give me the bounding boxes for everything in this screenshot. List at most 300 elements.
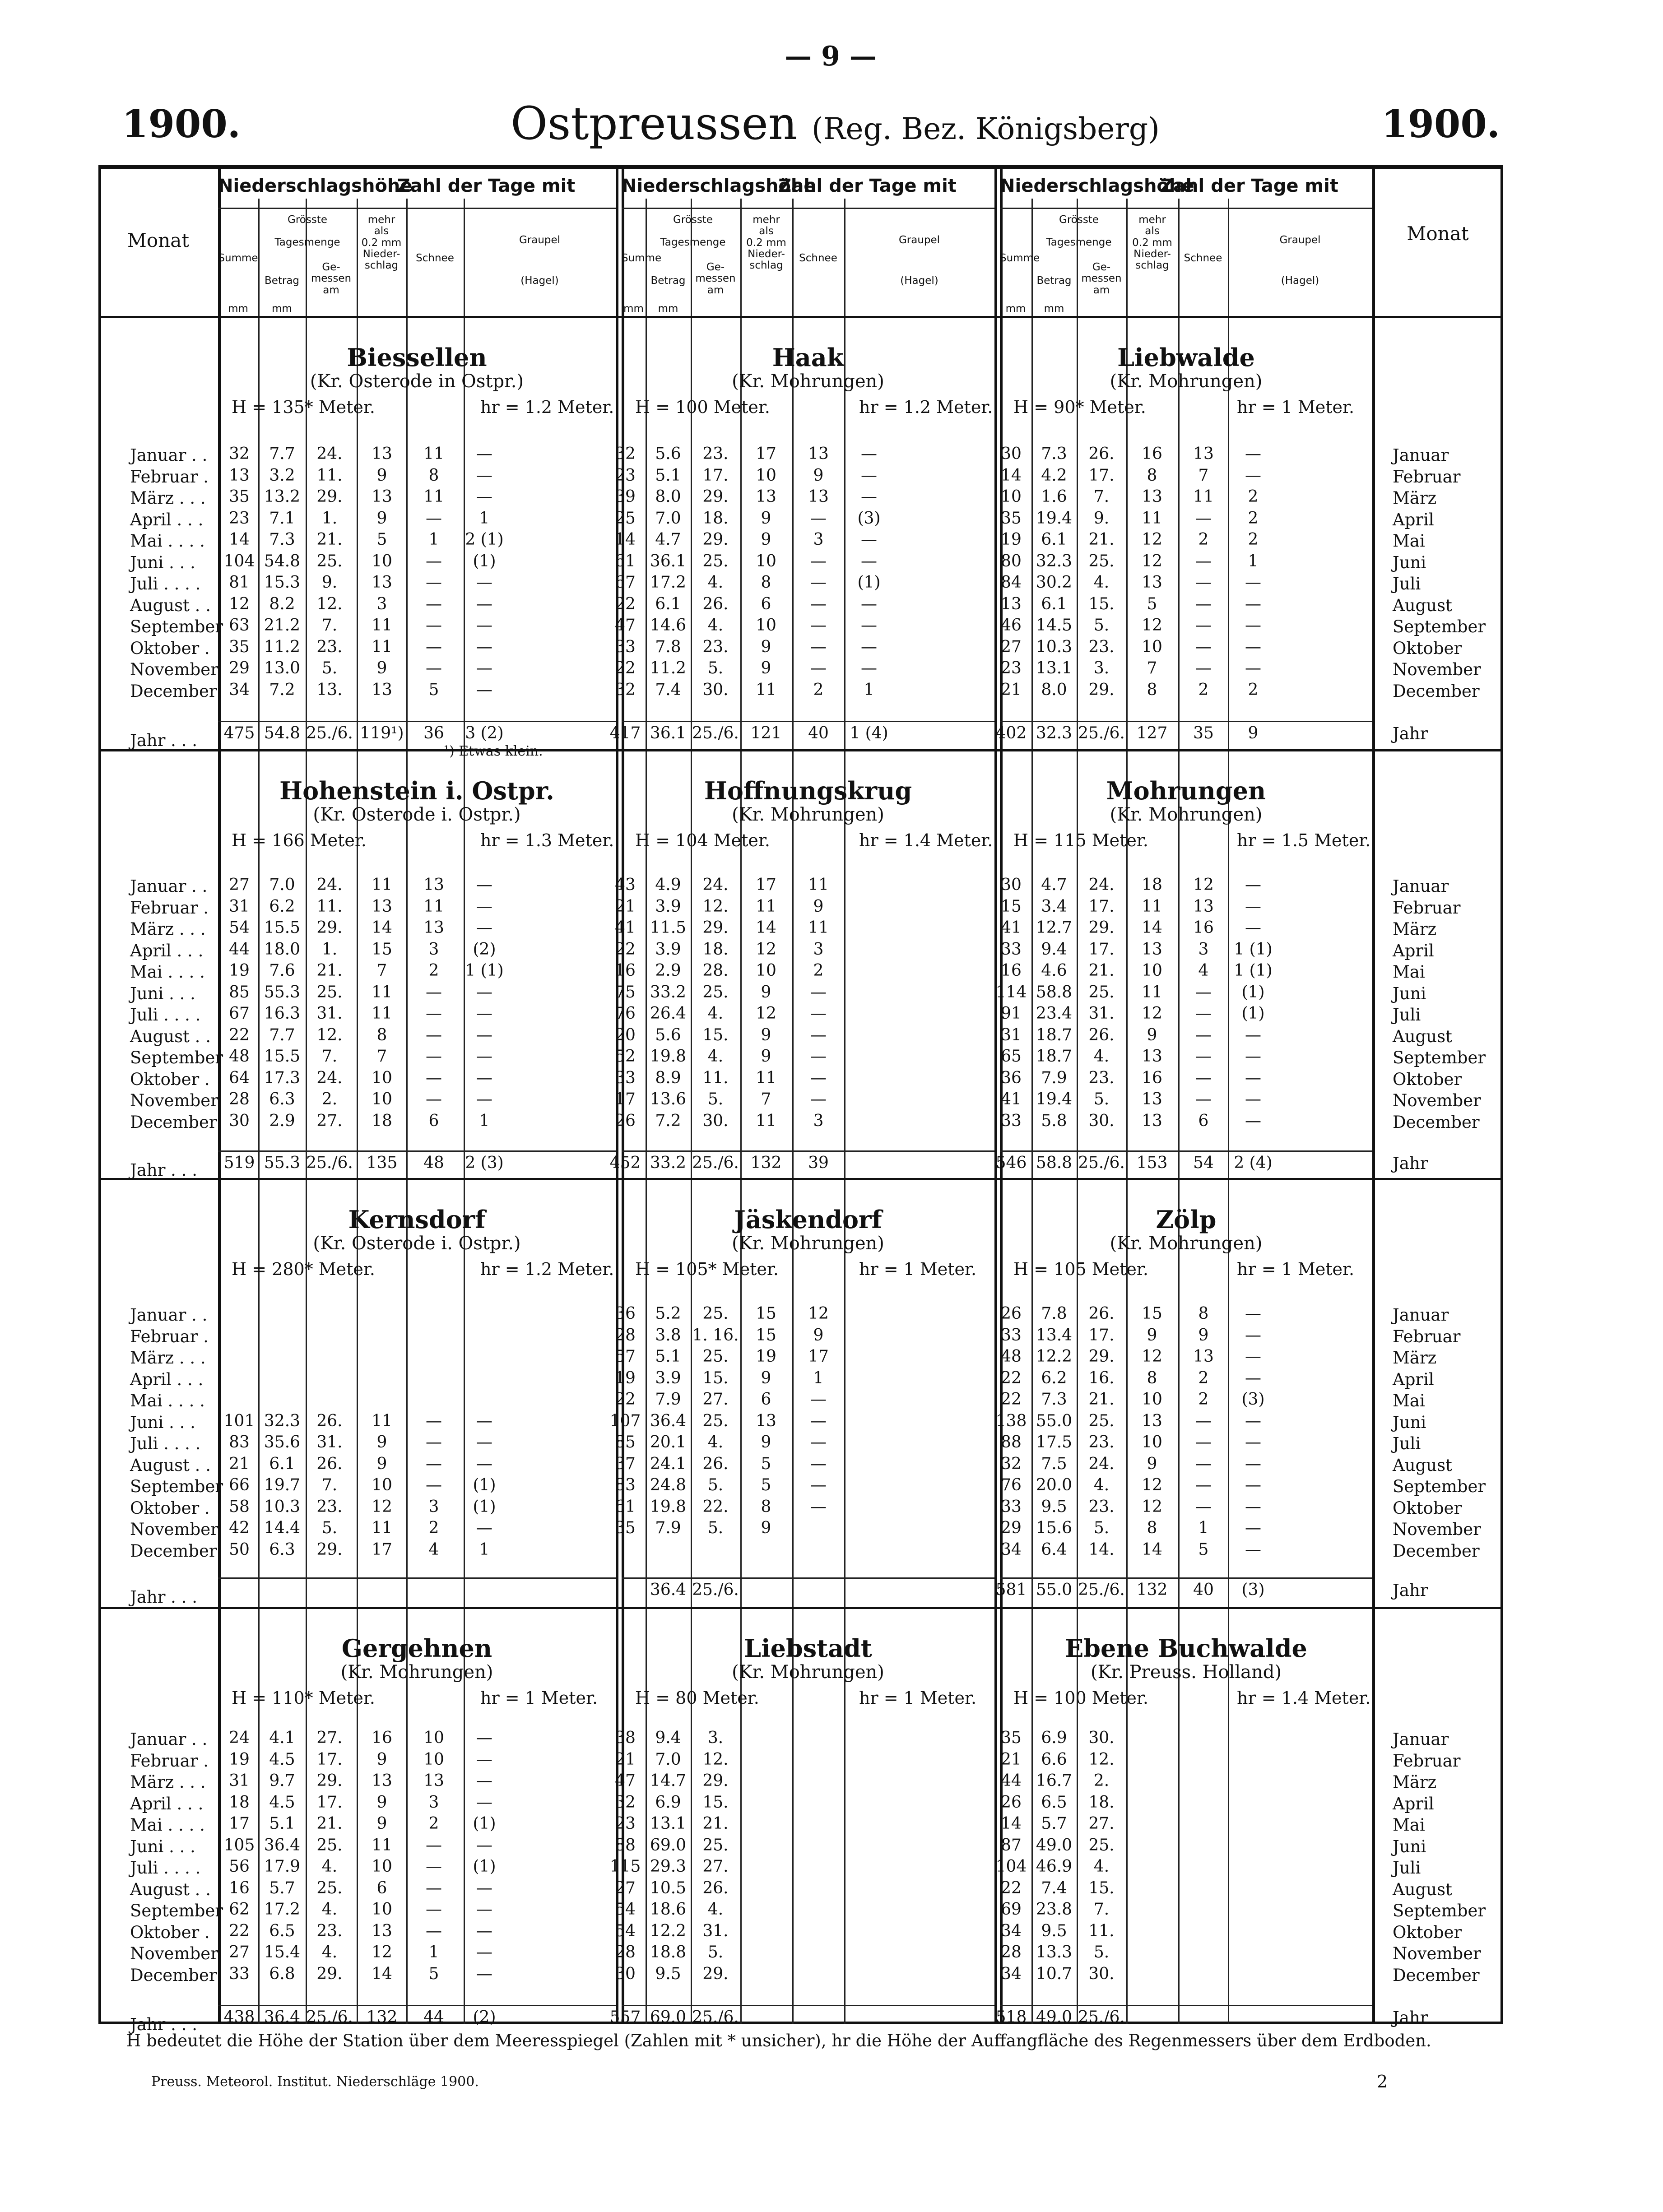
table-cell: —: [810, 1497, 827, 1516]
table-cell: 87: [1001, 1836, 1022, 1855]
table-cell: 2: [428, 961, 439, 980]
table-cell: 11.2: [264, 637, 301, 656]
table-cell: 23: [229, 509, 250, 528]
table-cell: 25.: [316, 552, 343, 570]
table-cell: 28: [1001, 1943, 1022, 1962]
table-cell: 16: [1193, 918, 1214, 937]
table-cell: 22: [615, 1390, 636, 1409]
station-hr: hr = 1 Meter.: [1237, 397, 1355, 417]
table-cell: —: [426, 1900, 442, 1919]
table-cell: 54.8: [264, 552, 301, 570]
table-cell: 76: [1001, 1476, 1022, 1494]
table-cell: 62: [229, 1900, 250, 1919]
table-cell: —: [1245, 1047, 1261, 1066]
table-cell: 26.: [1088, 1304, 1115, 1323]
table-cell: 104: [995, 1857, 1027, 1876]
schnee-header: Schnee: [416, 252, 454, 264]
table-cell: 5: [428, 1964, 439, 1983]
table-cell: 16.7: [1036, 1771, 1073, 1790]
station-name: Haak: [772, 343, 844, 372]
table-cell: 9: [376, 1454, 387, 1473]
month-label-right: Oktober: [1393, 638, 1462, 658]
jahr-cell: 153: [1136, 1154, 1168, 1172]
table-cell: 29.: [316, 1771, 343, 1790]
month-label-right: Februar: [1393, 1751, 1461, 1771]
table-cell: 3.9: [655, 1368, 681, 1387]
table-cell: 31.: [316, 1004, 343, 1023]
jahr-cell: 519: [223, 1154, 255, 1172]
table-cell: —: [476, 487, 492, 506]
table-cell: —: [426, 983, 442, 1002]
month-label: März . . .: [130, 1772, 206, 1792]
table-cell: 22: [615, 659, 636, 677]
table-cell: 34: [1001, 1921, 1022, 1940]
jahr-cell: 32.3: [1036, 724, 1073, 742]
header-group-line: [622, 208, 994, 209]
table-cell: —: [476, 897, 492, 916]
table-cell: —: [476, 659, 492, 677]
table-cell: 10: [756, 466, 776, 485]
table-cell: 24.1: [650, 1454, 687, 1473]
table-cell: 9: [1198, 1326, 1209, 1345]
table-cell: —: [476, 1090, 492, 1108]
table-cell: —: [810, 637, 827, 656]
table-cell: —: [1245, 659, 1261, 677]
table-cell: 29.: [702, 530, 729, 549]
table-cell: 12: [1142, 616, 1162, 635]
jahr-label-right: Jahr: [1393, 2008, 1428, 2027]
table-cell: 12: [1142, 1347, 1162, 1366]
table-cell: 8: [1198, 1304, 1209, 1323]
table-cell: 9: [813, 1326, 824, 1345]
table-cell: 9: [761, 637, 771, 656]
station-kreis: (Kr. Preuss. Holland): [1091, 1662, 1282, 1683]
table-cell: 48: [229, 1047, 250, 1066]
month-label: Februar .: [130, 1326, 209, 1346]
month-label: Februar .: [130, 467, 209, 487]
jahr-cell: 119¹): [360, 724, 404, 742]
jahr-cell: 54.8: [264, 724, 301, 742]
month-label-right: April: [1393, 510, 1434, 529]
table-cell: 3: [376, 594, 387, 613]
jahr-label-right: Jahr: [1393, 1154, 1428, 1173]
table-cell: 32: [615, 445, 636, 463]
table-cell: 2: [1198, 530, 1209, 549]
jahr-cell: 54: [1193, 1154, 1214, 1172]
table-cell: 11: [423, 897, 444, 916]
jahr-cell: 55.3: [264, 1154, 301, 1172]
station-hr: hr = 1.2 Meter.: [480, 1259, 614, 1279]
table-cell: 12: [372, 1497, 392, 1516]
jahr-label: Jahr . . .: [130, 1160, 197, 1180]
groesste-header: Grösste: [288, 214, 327, 226]
table-cell: 18.: [1088, 1793, 1115, 1812]
month-label: Mai . . . .: [130, 1391, 205, 1410]
table-cell: 38: [615, 1729, 636, 1747]
table-cell: 10: [372, 1857, 392, 1876]
month-label: Januar . .: [130, 445, 208, 465]
table-cell: 5.6: [655, 1025, 681, 1044]
table-cell: 69: [1001, 1900, 1022, 1919]
table-cell: 7.9: [655, 1519, 681, 1537]
table-cell: 9: [1147, 1326, 1157, 1345]
table-cell: 2.: [321, 1090, 338, 1108]
jahr-line: [1000, 1150, 1372, 1152]
imprint: Preuss. Meteorol. Institut. Niederschläge 1900.: [151, 2074, 479, 2090]
table-cell: —: [426, 552, 442, 570]
table-cell: 17.2: [650, 573, 687, 592]
table-cell: 83: [615, 1476, 636, 1494]
table-cell: 6.2: [269, 897, 295, 916]
table-cell: 7.0: [655, 1750, 681, 1769]
table-cell: 6: [761, 1390, 771, 1409]
table-cell: 25.: [702, 552, 729, 570]
table-cell: 27: [229, 876, 250, 894]
month-label-right: Mai: [1393, 1391, 1425, 1410]
month-label-right: November: [1393, 1091, 1481, 1110]
table-cell: 115: [609, 1857, 641, 1876]
station-kreis: (Kr. Mohrungen): [1110, 371, 1263, 392]
table-cell: 12: [1142, 1004, 1162, 1023]
table-cell: —: [861, 445, 877, 463]
table-cell: 4.: [1093, 573, 1110, 592]
table-cell: 9: [761, 983, 771, 1002]
jahr-cell: 1 (4): [850, 724, 888, 742]
table-cell: —: [476, 1793, 492, 1812]
table-cell: 17.: [1088, 940, 1115, 959]
table-cell: —: [476, 1771, 492, 1790]
table-cell: 11: [372, 637, 392, 656]
table-cell: 15: [1001, 897, 1022, 916]
table-cell: 13.1: [1036, 659, 1073, 677]
table-cell: —: [476, 1025, 492, 1044]
table-cell: 25.: [702, 983, 729, 1002]
table-cell: 11.5: [650, 918, 687, 937]
table-cell: 11: [372, 1519, 392, 1537]
table-cell: 13: [423, 1771, 444, 1790]
table-cell: (1): [1241, 1004, 1265, 1023]
table-cell: 19.7: [264, 1476, 301, 1494]
table-cell: 9.5: [1041, 1497, 1067, 1516]
jahr-cell: 25./6.: [692, 1154, 739, 1172]
table-cell: 22: [229, 1921, 250, 1940]
station-name: Biessellen: [347, 343, 487, 372]
table-cell: 32.3: [264, 1411, 301, 1430]
jahr-cell: 581: [995, 1581, 1027, 1599]
table-cell: 9: [813, 897, 824, 916]
column-divider: [1372, 165, 1375, 2024]
station-name: Gergehnen: [341, 1634, 492, 1663]
table-cell: 35: [229, 637, 250, 656]
table-cell: —: [1195, 1476, 1212, 1494]
table-cell: 4.5: [269, 1750, 295, 1769]
table-cell: 27.: [702, 1857, 729, 1876]
table-cell: 18: [1142, 876, 1162, 894]
table-cell: 61: [615, 1497, 636, 1516]
table-cell: 7: [376, 1047, 387, 1066]
table-cell: —: [810, 1476, 827, 1494]
table-cell: 33.2: [650, 983, 687, 1002]
table-cell: 20.0: [1036, 1476, 1073, 1494]
table-cell: 25: [615, 509, 636, 528]
tagesmenge-header: Tagesmenge: [660, 237, 726, 248]
jahr-cell: 2 (4): [1234, 1154, 1273, 1172]
table-cell: 1.: [321, 940, 338, 959]
table-cell: 16.3: [264, 1004, 301, 1023]
table-cell: —: [1245, 616, 1261, 635]
table-cell: —: [476, 1411, 492, 1430]
table-cell: 2: [428, 1814, 439, 1833]
station-hr: hr = 1 Meter.: [480, 1688, 598, 1708]
table-cell: 15.5: [264, 1047, 301, 1066]
table-cell: 7.8: [1041, 1304, 1067, 1323]
table-cell: 36.1: [650, 552, 687, 570]
table-cell: 105: [223, 1836, 255, 1855]
table-cell: 14: [229, 530, 250, 549]
table-cell: 8: [1147, 1519, 1157, 1537]
month-label: November: [130, 1520, 218, 1539]
table-cell: 12.2: [650, 1921, 687, 1940]
table-cell: 22.: [702, 1497, 729, 1516]
table-cell: 34: [1001, 1964, 1022, 1983]
table-cell: 9: [761, 1047, 771, 1066]
table-cell: —: [476, 1068, 492, 1087]
table-cell: 32: [229, 445, 250, 463]
station-name: Kernsdorf: [348, 1205, 486, 1234]
table-cell: 9: [1147, 1454, 1157, 1473]
table-cell: —: [1195, 983, 1212, 1002]
station-height: H = 110* Meter.: [232, 1688, 375, 1708]
station-height: H = 100 Meter.: [1013, 1688, 1148, 1708]
jahr-cell: 132: [750, 1154, 782, 1172]
table-cell: 26: [1001, 1793, 1022, 1812]
table-cell: —: [1245, 594, 1261, 613]
table-cell: 7.7: [269, 445, 295, 463]
table-cell: —: [1195, 509, 1212, 528]
table-cell: 83: [229, 1433, 250, 1451]
table-cell: (1): [473, 1497, 496, 1516]
table-cell: —: [810, 1390, 827, 1409]
month-label-right: Juni: [1393, 1412, 1426, 1432]
summe-header: Summe: [1000, 252, 1040, 264]
table-cell: 26.: [1088, 445, 1115, 463]
table-cell: 16.: [1088, 1368, 1115, 1387]
table-cell: 19.8: [650, 1497, 687, 1516]
month-label-right: Februar: [1393, 1326, 1461, 1346]
table-cell: 20.1: [650, 1433, 687, 1451]
table-cell: —: [1195, 637, 1212, 656]
table-cell: —: [476, 637, 492, 656]
table-cell: 25.: [316, 1878, 343, 1897]
summe-header: Summe: [622, 252, 662, 264]
table-cell: 15.: [1088, 1878, 1115, 1897]
table-cell: 3.9: [655, 897, 681, 916]
month-label-right: September: [1393, 1901, 1486, 1920]
table-cell: —: [810, 1090, 827, 1108]
jahr-cell: 25./6.: [692, 1581, 739, 1599]
jahr-line: [218, 2005, 616, 2006]
table-cell: 11: [1142, 983, 1162, 1002]
table-cell: 32: [615, 680, 636, 699]
table-cell: 46.9: [1036, 1857, 1073, 1876]
table-cell: 17.: [316, 1750, 343, 1769]
table-cell: —: [1245, 445, 1261, 463]
table-cell: 10: [1142, 1390, 1162, 1409]
jahr-cell: 36.4: [650, 1581, 687, 1599]
table-cell: —: [476, 1519, 492, 1537]
table-cell: —: [1245, 1497, 1261, 1516]
table-cell: 23.: [1088, 637, 1115, 656]
table-cell: 13: [756, 1411, 776, 1430]
table-cell: 13: [1142, 1111, 1162, 1130]
table-cell: 7.2: [269, 680, 295, 699]
table-cell: 4.: [321, 1943, 338, 1962]
table-cell: 6.3: [269, 1090, 295, 1108]
niederschlagshoehe-header: Niederschlagshöhe: [1000, 176, 1194, 196]
table-cell: 19: [756, 1347, 776, 1366]
table-cell: 11: [1142, 897, 1162, 916]
month-label: Oktober .: [130, 1069, 210, 1089]
month-label-right: März: [1393, 488, 1437, 508]
table-cell: 85: [229, 983, 250, 1002]
tagesmenge-header: Tagesmenge: [1046, 237, 1112, 248]
table-cell: 20: [615, 1025, 636, 1044]
table-cell: —: [1245, 1433, 1261, 1451]
niederschlagshoehe-header: Niederschlagshöhe: [622, 176, 816, 196]
table-cell: 24.: [316, 876, 343, 894]
table-cell: —: [1195, 659, 1212, 677]
betrag-header: Betrag: [264, 275, 300, 287]
jahr-cell: 55.0: [1036, 1581, 1073, 1599]
page-number: — 9 —: [785, 41, 877, 72]
table-cell: 11: [372, 1004, 392, 1023]
table-cell: —: [1245, 1540, 1261, 1559]
table-cell: 6.4: [1041, 1540, 1067, 1559]
table-cell: 10: [372, 1476, 392, 1494]
table-cell: 3: [813, 1111, 824, 1130]
table-cell: 9: [376, 1433, 387, 1451]
table-cell: —: [810, 509, 827, 528]
table-cell: 31: [229, 897, 250, 916]
table-cell: —: [1195, 552, 1212, 570]
table-cell: 17.2: [264, 1900, 301, 1919]
table-cell: —: [476, 1900, 492, 1919]
table-cell: 4.: [707, 616, 724, 635]
table-cell: 4.: [321, 1857, 338, 1876]
table-cell: 6.1: [269, 1454, 295, 1473]
table-cell: 57: [615, 1347, 636, 1366]
table-cell: 16: [372, 1729, 392, 1747]
table-cell: 26: [1001, 1304, 1022, 1323]
table-cell: —: [426, 616, 442, 635]
table-cell: 3: [428, 1793, 439, 1812]
table-cell: 5.: [707, 1519, 724, 1537]
table-cell: 10.7: [1036, 1964, 1073, 1983]
table-cell: 3.2: [269, 466, 295, 485]
sheet-number: 2: [1377, 2072, 1388, 2091]
table-cell: 44: [1001, 1771, 1022, 1790]
table-cell: 27.: [1088, 1814, 1115, 1833]
table-cell: 7.0: [269, 876, 295, 894]
table-cell: 24.: [316, 1068, 343, 1087]
jahr-cell: 2 (3): [465, 1154, 504, 1172]
table-cell: —: [426, 659, 442, 677]
jahr-cell: 25./6.: [1078, 1581, 1125, 1599]
month-label-right: November: [1393, 660, 1481, 679]
table-cell: —: [810, 594, 827, 613]
table-cell: 7.9: [1041, 1068, 1067, 1087]
page-title: [497, 97, 1174, 150]
table-cell: —: [1245, 918, 1261, 937]
table-cell: 14.5: [1036, 616, 1073, 635]
table-cell: 55.3: [264, 983, 301, 1002]
station-height: H = 135* Meter.: [232, 397, 375, 417]
table-cell: 1: [479, 1540, 490, 1559]
table-cell: 41: [1001, 918, 1022, 937]
table-cell: 3: [428, 940, 439, 959]
table-cell: 31: [229, 1771, 250, 1790]
jahr-cell: 127: [1136, 724, 1168, 742]
table-cell: 47: [615, 616, 636, 635]
station-name: Hohenstein i. Ostpr.: [279, 776, 554, 805]
station-hr: hr = 1.4 Meter.: [1237, 1688, 1371, 1708]
table-cell: 8: [428, 466, 439, 485]
table-cell: 2: [1248, 530, 1259, 549]
table-cell: 39: [615, 487, 636, 506]
table-cell: —: [426, 1025, 442, 1044]
table-cell: 7.: [321, 1047, 338, 1066]
table-cell: 5.7: [269, 1878, 295, 1897]
table-cell: —: [426, 1068, 442, 1087]
table-cell: 16: [1001, 961, 1022, 980]
jahr-line: [1000, 2005, 1372, 2006]
table-cell: 26.: [316, 1411, 343, 1430]
year-left: 1900.: [122, 102, 241, 146]
table-cell: 8: [761, 1497, 771, 1516]
table-cell: 9: [761, 1433, 771, 1451]
month-label: December: [130, 681, 217, 701]
table-cell: 9: [761, 530, 771, 549]
table-cell: 25.: [316, 1836, 343, 1855]
table-cell: 7.3: [269, 530, 295, 549]
table-cell: 28: [229, 1090, 250, 1108]
table-cell: 66: [229, 1476, 250, 1494]
table-cell: —: [810, 1433, 827, 1451]
table-cell: 13: [372, 680, 392, 699]
table-cell: 13: [372, 445, 392, 463]
table-cell: 17.: [1088, 1326, 1115, 1345]
table-cell: —: [476, 1836, 492, 1855]
table-cell: 19.4: [1036, 1090, 1073, 1108]
table-cell: 26.: [702, 1878, 729, 1897]
month-label-right: September: [1393, 617, 1486, 636]
table-cell: —: [1195, 1068, 1212, 1087]
table-cell: 6.5: [269, 1921, 295, 1940]
table-cell: 36.4: [264, 1836, 301, 1855]
table-cell: 67: [229, 1004, 250, 1023]
station-hr: hr = 1 Meter.: [859, 1259, 977, 1279]
table-cell: 15: [372, 940, 392, 959]
table-cell: 1: [428, 1943, 439, 1962]
table-cell: 88: [615, 1836, 636, 1855]
table-cell: —: [476, 1047, 492, 1066]
table-cell: 6.3: [269, 1540, 295, 1559]
month-label: März . . .: [130, 1348, 206, 1368]
table-cell: —: [1245, 1368, 1261, 1387]
table-cell: 13: [1001, 594, 1022, 613]
table-cell: 7: [1147, 659, 1157, 677]
table-cell: —: [1245, 1090, 1261, 1108]
